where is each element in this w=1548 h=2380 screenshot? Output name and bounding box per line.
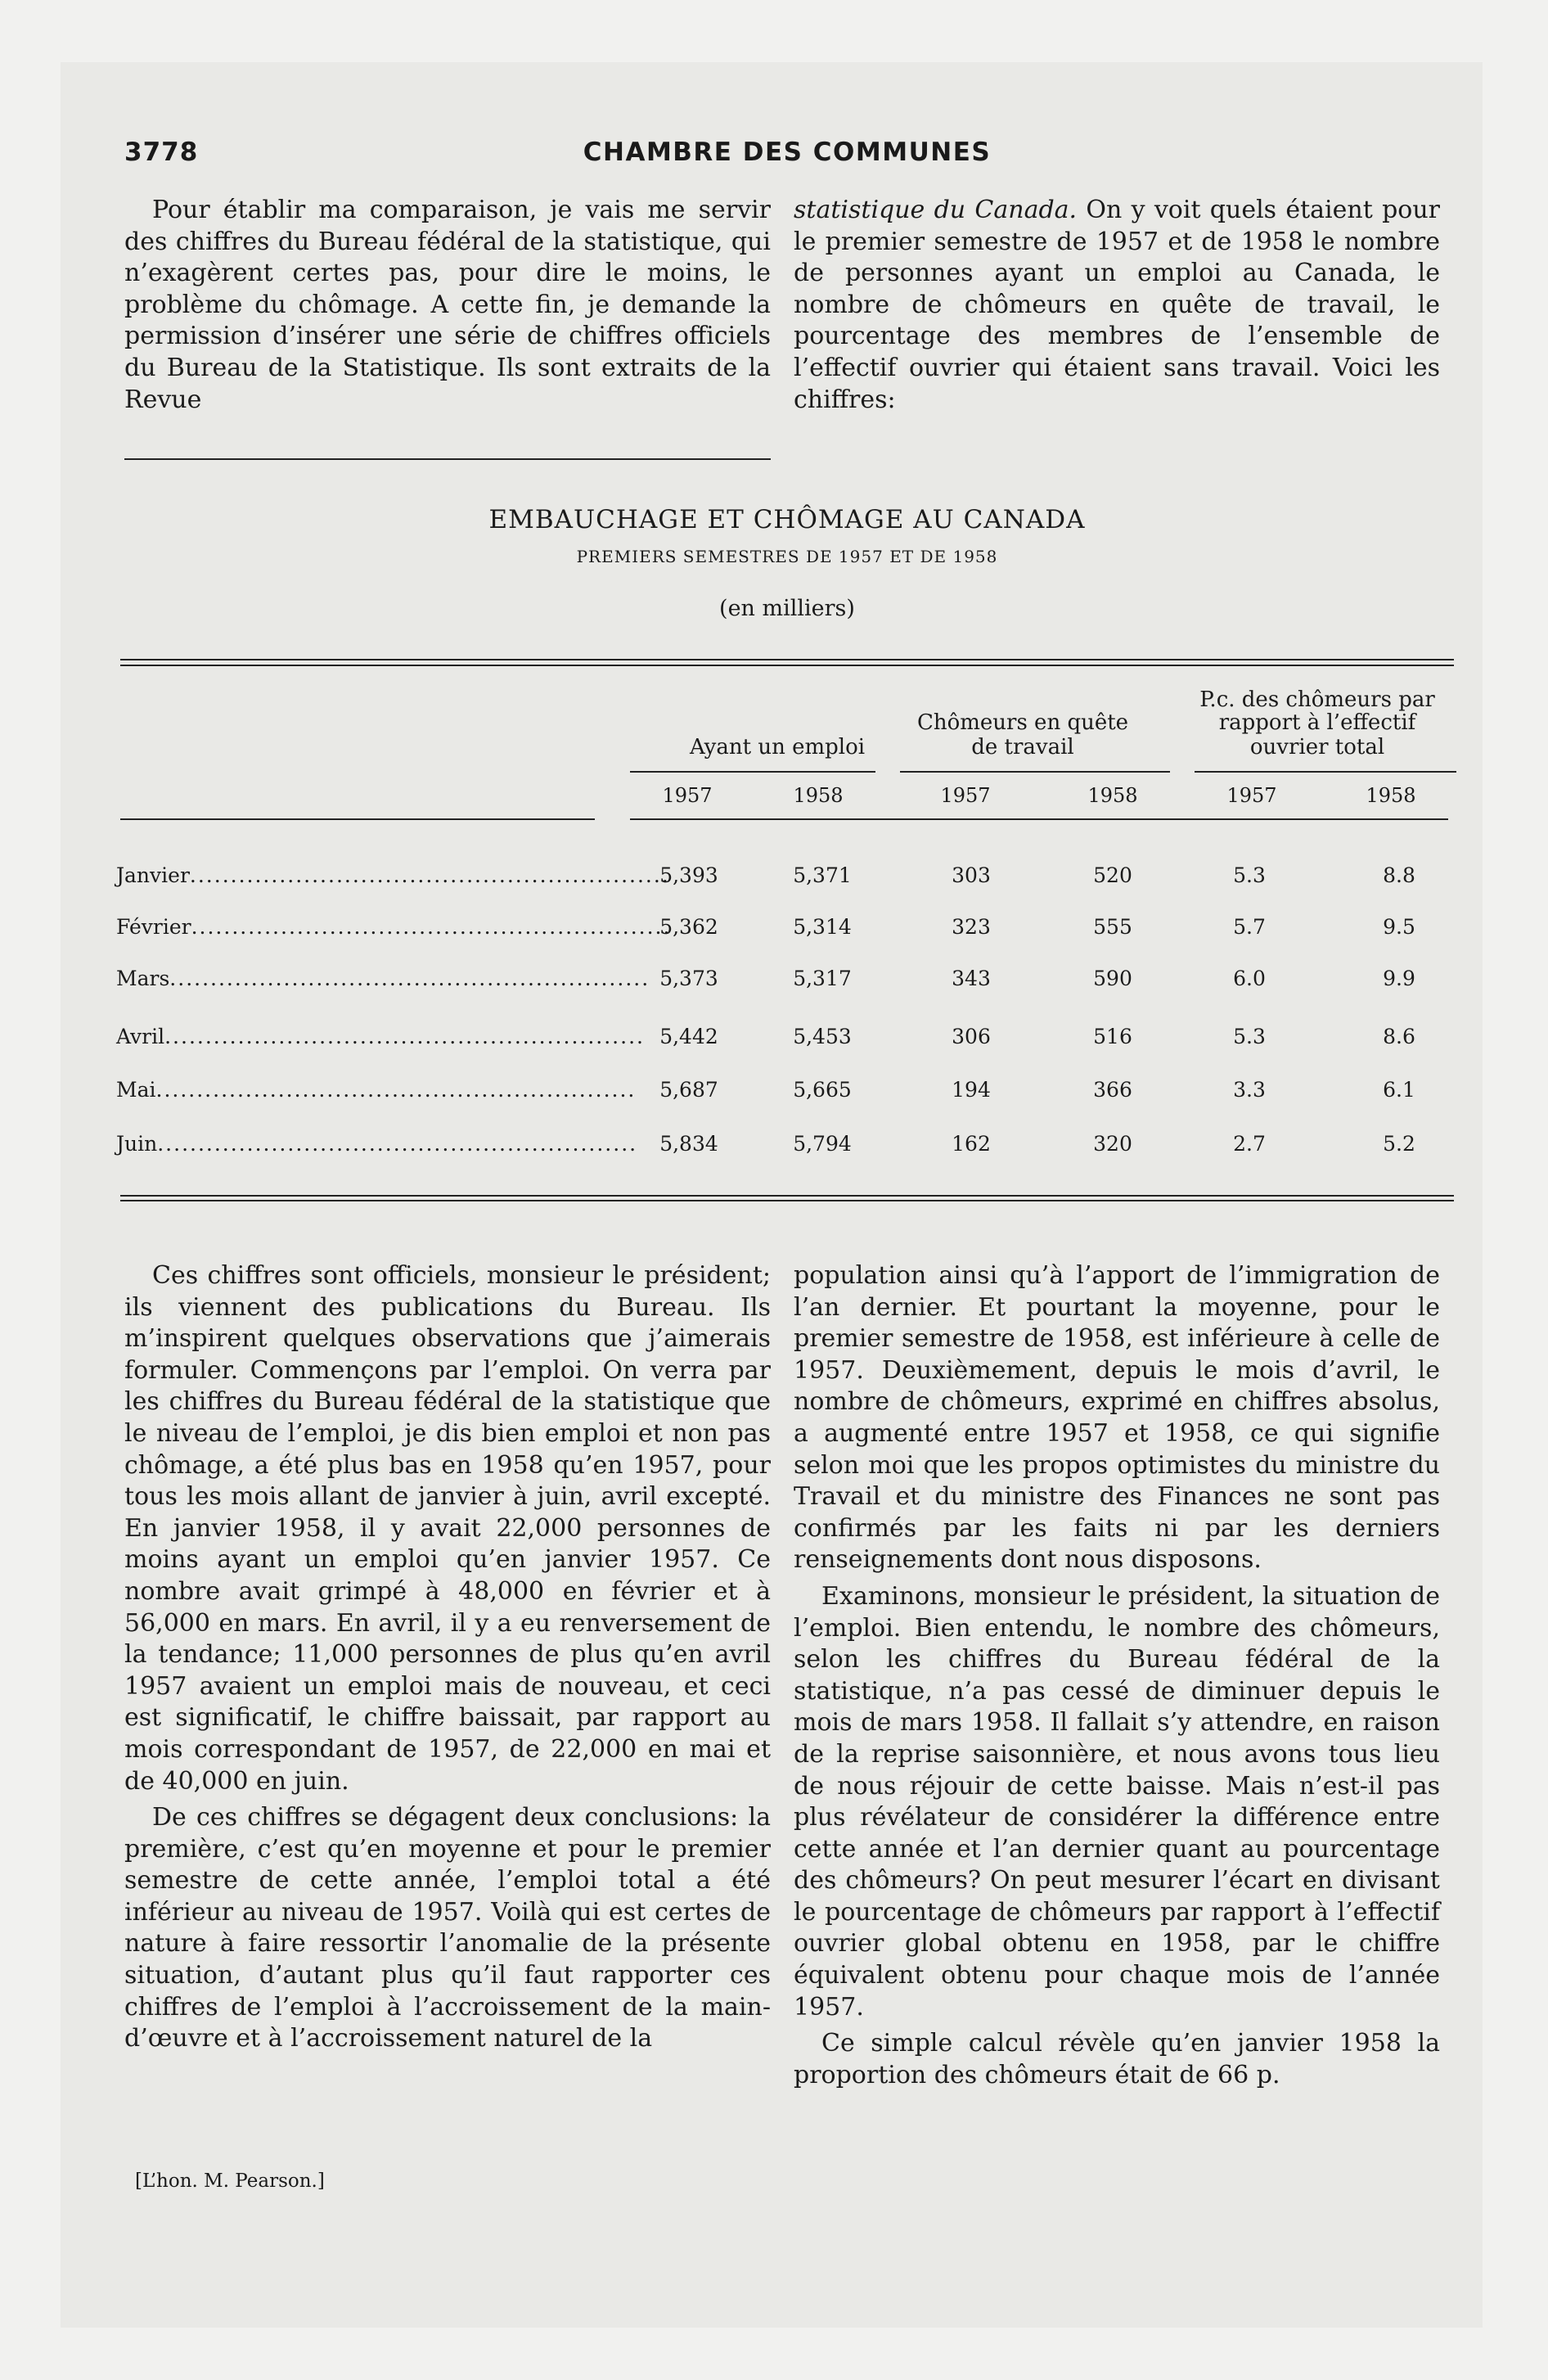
cell-pct-1957: 6.0	[1233, 967, 1266, 990]
table-top-rule-double	[120, 665, 1454, 666]
cell-employed-1957: 5,687	[659, 1078, 718, 1102]
cell-employed-1958: 5,314	[793, 915, 852, 939]
cell-unemployed-1958: 366	[1093, 1078, 1132, 1102]
table-unit: (en milliers)	[719, 596, 855, 621]
year-employed-1958: 1958	[793, 784, 844, 807]
cell-unemployed-1957: 303	[952, 863, 991, 887]
header-pct-line3: ouvrier total	[1249, 735, 1385, 760]
cell-employed-1957: 5,393	[659, 863, 718, 887]
body-right-paragraph-1: population ainsi qu’à l’apport de l’immigration de l’an dernier. Et pourtant la moyenne, pour le premier semestre de 1958, est inférieure à celle de 1957. Deuxièmement, depuis le mois d’avril, le nombre de chômeurs, exprimé en chiffres absolus, a augmenté entre 1957 et 1958, ce qui signifie selon moi que les propos optimistes du ministre du Travail et du ministre des Finances ne sont pas confirmés par les faits ni par les derniers renseignements dont nous disposons.	[794, 1261, 1440, 1575]
unemployed-group-rule	[900, 771, 1170, 773]
cell-pct-1958: 9.9	[1383, 967, 1415, 990]
cell-employed-1957: 5,442	[659, 1025, 718, 1048]
cell-pct-1957: 2.7	[1233, 1132, 1266, 1156]
cell-unemployed-1957: 162	[952, 1132, 991, 1156]
cell-pct-1958: 9.5	[1383, 915, 1415, 939]
year-pct-1958: 1958	[1366, 784, 1416, 807]
cell-unemployed-1957: 194	[952, 1078, 991, 1102]
cell-employed-1958: 5,371	[793, 863, 852, 887]
speaker-reference: [L’hon. M. Pearson.]	[135, 2170, 325, 2192]
month-label: Janvier...........................................................	[116, 863, 670, 887]
intro-left-paragraph: Pour établir ma comparaison, je vais me servir des chiffres du Bureau fédéral de la statistique, qui n’exagèrent certes pas, pour dire le moins, le problème du chômage. A cette fin, je demande la permission d’insérer une série de chiffres officiels du Bureau de la Statistique. Ils sont extraits de la Revue	[124, 196, 771, 414]
page-header	[124, 137, 1450, 170]
header-pct-line2: rapport à l’effectif	[1218, 710, 1416, 735]
table-bottom-rule	[120, 1195, 1454, 1197]
cell-unemployed-1957: 306	[952, 1025, 991, 1048]
intro-right-column	[794, 195, 1440, 416]
year-employed-1957: 1957	[662, 784, 713, 807]
employed-group-rule	[630, 771, 875, 773]
month-label: Mars...........................................................	[116, 967, 650, 990]
header-unemployed-line1: Chômeurs en quête	[916, 710, 1129, 735]
cell-pct-1957: 5.3	[1233, 1025, 1266, 1048]
body-right-column	[794, 1260, 1440, 2091]
year-unemployed-1957: 1957	[940, 784, 991, 807]
cell-pct-1958: 8.6	[1383, 1025, 1415, 1048]
intro-right-italic: statistique du Canada.	[794, 196, 1078, 224]
body-left-paragraph-2: De ces chiffres se dégagent deux conclusions: la première, c’est qu’en moyenne et pour le premier semestre de cette année, l’emploi total a été inférieur au niveau de 1957. Voilà qui est certes de nature à faire ressortir l’anomalie de la présente situation, d’autant plus qu’il faut rapporter ces chiffres de l’emploi à l’accroissement de la main-d’œuvre et à l’accroissement naturel de la	[124, 1803, 771, 2053]
cell-unemployed-1958: 590	[1093, 967, 1132, 990]
table-subtitle: PREMIERS SEMESTRES DE 1957 ET DE 1958	[576, 547, 998, 566]
header-pct-line1: P.c. des chômeurs par	[1199, 687, 1435, 712]
body-left-column	[124, 1260, 771, 2055]
cell-pct-1958: 5.2	[1383, 1132, 1415, 1156]
cell-unemployed-1958: 320	[1093, 1132, 1132, 1156]
cell-pct-1957: 3.3	[1233, 1078, 1266, 1102]
cell-employed-1957: 5,373	[659, 967, 718, 990]
intro-left-column	[124, 195, 771, 416]
table-top-rule	[120, 659, 1454, 660]
body-right-paragraph-3: Ce simple calcul révèle qu’en janvier 1958 la proportion des chômeurs était de 66 p.	[794, 2029, 1440, 2089]
page-number: 3778	[124, 137, 199, 167]
table-row	[116, 863, 1458, 896]
month-label: Février...........................................................	[116, 915, 672, 939]
cell-employed-1958: 5,453	[793, 1025, 852, 1048]
cell-employed-1958: 5,317	[793, 967, 852, 990]
cell-pct-1958: 6.1	[1383, 1078, 1415, 1102]
cell-employed-1958: 5,665	[793, 1078, 852, 1102]
month-label: Avril...........................................................	[116, 1025, 645, 1048]
cell-unemployed-1957: 323	[952, 915, 991, 939]
body-left-paragraph-1: Ces chiffres sont officiels, monsieur le président; ils viennent des publications du Bureau. Ils m’inspirent quelques observations que j’aimerais formuler. Commençons par l’emploi. On verra par les chiffres du Bureau fédéral de la statistique que le niveau de l’emploi, je dis bien emploi et non pas chômage, a été plus bas en 1958 qu’en 1957, pour tous les mois allant de janvier à juin, avril excepté. En janvier 1958, il y avait 22,000 personnes de moins ayant un emploi qu’en janvier 1957. Ce nombre avait grimpé à 48,000 en février et à 56,000 en mars. En avril, il y a eu renversement de la tendance; 11,000 personnes de plus qu’en avril 1957 avaient un emploi mais de nouveau, et ceci est significatif, le chiffre baissait, par rapport au mois correspondant de 1957, de 22,000 en mai et de 40,000 en juin.	[124, 1261, 771, 1796]
month-label: Juin...........................................................	[116, 1132, 638, 1156]
intro-right-text: On y voit quels étaient pour le premier semestre de 1957 et de 1958 le nombre de personnes ayant un emploi au Canada, le nombre de chômeurs en quête de travail, le pourcentage des membres de l’ensemble de l’effectif ouvrier qui étaient sans travail. Voici les chiffres:	[794, 196, 1441, 414]
header-unemployed-line2: de travail	[971, 735, 1074, 760]
table-bottom-rule-double	[120, 1200, 1454, 1201]
year-unemployed-1958: 1958	[1087, 784, 1138, 807]
table-row	[116, 1025, 1458, 1057]
years-rule	[630, 818, 1448, 820]
cell-employed-1958: 5,794	[793, 1132, 852, 1156]
cell-unemployed-1958: 516	[1093, 1025, 1132, 1048]
pct-group-rule	[1195, 771, 1456, 773]
stub-rule	[120, 818, 595, 820]
cell-pct-1957: 5.7	[1233, 915, 1266, 939]
table-row	[116, 1078, 1458, 1111]
year-pct-1957: 1957	[1226, 784, 1277, 807]
cell-unemployed-1958: 555	[1093, 915, 1132, 939]
table-row	[116, 967, 1458, 999]
intro-right-paragraph	[794, 195, 1440, 416]
table-title: EMBAUCHAGE ET CHÔMAGE AU CANADA	[488, 505, 1086, 534]
table-row	[116, 1132, 1458, 1165]
cell-employed-1957: 5,362	[659, 915, 718, 939]
cell-employed-1957: 5,834	[659, 1132, 718, 1156]
body-right-paragraph-2: Examinons, monsieur le président, la situation de l’emploi. Bien entendu, le nombre des chômeurs, selon les chiffres du Bureau fédéral de la statistique, n’a pas cessé de diminuer depuis le mois de mars 1958. Il fallait s’y attendre, en raison de la reprise saisonnière, et nous avons tous lieu de nous réjouir de cette baisse. Mais n’est-il pas plus révélateur de considérer la différence entre cette année et l’an dernier quant au pourcentage des chômeurs? On peut mesurer l’écart en divisant le pourcentage de chômeurs par rapport à l’effectif ouvrier global obtenu en 1958, par le chiffre équivalent obtenu pour chaque mois de l’année 1957.	[794, 1581, 1440, 2022]
month-label: Mai...........................................................	[116, 1078, 637, 1102]
column-divider-rule	[124, 458, 771, 460]
cell-pct-1958: 8.8	[1383, 863, 1415, 887]
cell-pct-1957: 5.3	[1233, 863, 1266, 887]
header-employed: Ayant un emploi	[689, 735, 866, 760]
table-row	[116, 915, 1458, 948]
header-title: CHAMBRE DES COMMUNES	[583, 137, 992, 167]
cell-unemployed-1957: 343	[952, 967, 991, 990]
cell-unemployed-1958: 520	[1093, 863, 1132, 887]
